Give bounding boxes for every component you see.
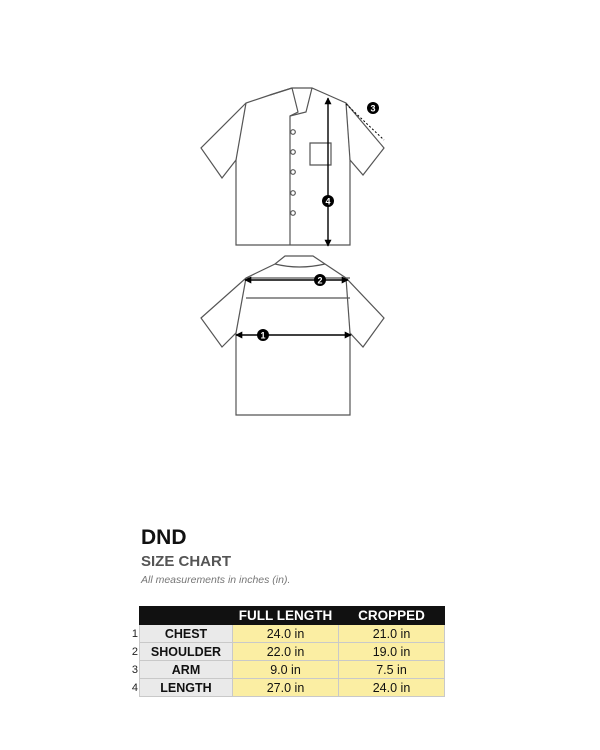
table-header-row <box>127 607 445 625</box>
marker-3 <box>367 102 379 114</box>
row-number-header <box>127 607 140 625</box>
cropped-value: 21.0 in <box>339 625 445 643</box>
brand-title: DND <box>141 526 187 549</box>
column-header-full-length: FULL LENGTH <box>233 607 339 625</box>
table-row <box>127 643 445 661</box>
row-label: CHEST <box>140 625 233 643</box>
row-number: 2 <box>131 645 138 658</box>
label-column-header <box>140 607 233 625</box>
measurement-note: All measurements in inches (in). <box>141 574 291 586</box>
svg-text:2: 2 <box>317 275 323 286</box>
row-label: LENGTH <box>140 679 233 697</box>
row-label: SHOULDER <box>140 643 233 661</box>
table-row <box>127 625 445 643</box>
svg-text:4: 4 <box>325 196 331 207</box>
full-length-value: 27.0 in <box>233 679 339 697</box>
cropped-value: 7.5 in <box>339 661 445 679</box>
full-length-value: 22.0 in <box>233 643 339 661</box>
cropped-value: 19.0 in <box>339 643 445 661</box>
row-number: 4 <box>131 681 138 694</box>
marker-4 <box>322 195 334 207</box>
shirt-front-view <box>201 88 384 245</box>
row-number: 1 <box>131 627 138 640</box>
svg-text:3: 3 <box>370 103 376 114</box>
row-label: ARM <box>140 661 233 679</box>
svg-text:1: 1 <box>260 330 266 341</box>
table-row <box>127 661 445 679</box>
full-length-value: 9.0 in <box>233 661 339 679</box>
column-header-cropped: CROPPED <box>339 607 445 625</box>
table-row <box>127 679 445 697</box>
full-length-value: 24.0 in <box>233 625 339 643</box>
size-chart-heading: SIZE CHART <box>141 553 231 570</box>
cropped-value: 24.0 in <box>339 679 445 697</box>
marker-1 <box>257 329 269 341</box>
row-number: 3 <box>131 663 138 676</box>
marker-2 <box>314 274 326 286</box>
size-table <box>127 606 445 697</box>
